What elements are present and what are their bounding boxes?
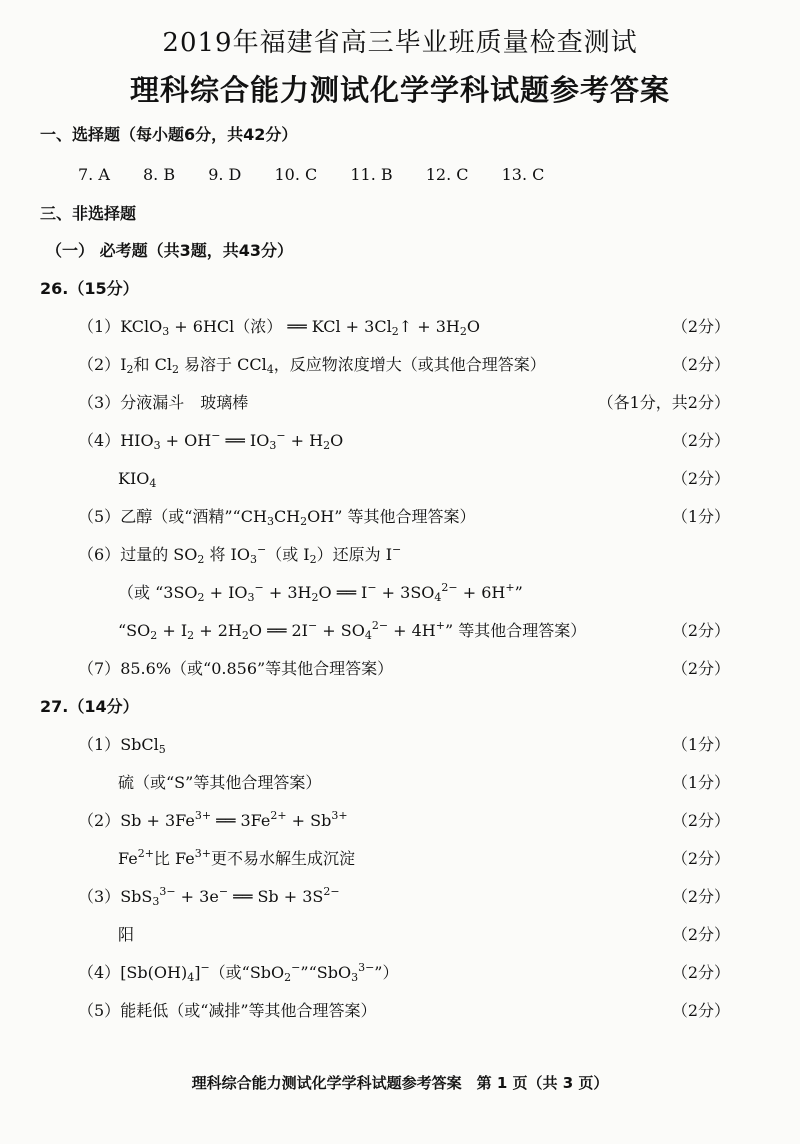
mc-answer: 11. B (350, 165, 393, 184)
mc-answers (78, 165, 572, 184)
q27-answer-2: $(2)Sb + 3Fe^{3+}$ ══ $3Fe^{2+} + Sb^{3+}$ (78, 809, 348, 830)
mc-answer: 8. B (143, 165, 176, 184)
q26-answer-1: （1）KClO$_3$ + 6HCl（浓） ══ KCl + $3Cl_2↑ + 3H_2O$ (78, 317, 480, 338)
q27-answer-2b: $Fe^{2+}$比 $Fe^{3+}$更不易水解生成沉淀 (118, 847, 355, 868)
q26-answer-3: （3）分液漏斗 玻璃棒 (78, 393, 249, 412)
q26-score-1: （2分） (671, 317, 730, 336)
mc-answer: 7. A (78, 165, 110, 184)
q26-score-5: （1分） (671, 507, 730, 526)
q26-answer-4b: $KIO_4$ (118, 469, 157, 490)
q27-score-2b: （2分） (671, 849, 730, 868)
q27-score-5: （2分） (671, 1001, 730, 1020)
q26-score-4: （2分） (671, 431, 730, 450)
q26-answer-6b: （或 “$3SO_2 + IO_3^- + 3H_2O$ ══ $I^- + 3SO_4^{2-} + 6H^+$” (118, 581, 523, 604)
mc-answer: 10. C (274, 165, 318, 184)
exam-title: 2019年福建省高三毕业班质量检查测试 (162, 28, 638, 58)
required-questions-heading: （一） 必考题（共3题，共43分） (46, 241, 293, 260)
q26-score-6: （2分） (671, 621, 730, 640)
q26-answer-6: （6）过量的 $SO_2$ 将 $IO_3^-$（或 $I_2$）还原为 I− (78, 543, 402, 566)
answer-key-title: 理科综合能力测试化学学科试题参考答案 (129, 73, 670, 107)
q27-score-1b: （1分） (671, 773, 730, 792)
q27-answer-1b: 硫（或“S”等其他合理答案） (118, 773, 322, 792)
q26-answer-7: （7）85.6%（或“0.856”等其他合理答案） (78, 659, 394, 678)
q26-score-4b: （2分） (671, 469, 730, 488)
q26-score-3: （各1分，共2分） (597, 393, 730, 412)
page-footer: 理科综合能力测试化学学科试题参考答案 第 1 页（共 3 页） (191, 1074, 609, 1092)
mc-answer: 13. C (501, 165, 545, 184)
q27-answer-4: $(4)[Sb(OH)_4]^-$（或“SbO$_2$−”“SbO$_3^{3-}$”） (78, 961, 399, 984)
q27-answer-5: （5）能耗低（或“减排”等其他合理答案） (78, 1001, 377, 1020)
q26-score-2: （2分） (671, 355, 730, 374)
q27-answer-3: （3）SbS$_3^{3-}$ + 3e− ══ $Sb + 3S^{2-}$ (78, 885, 340, 908)
q26-answer-2: $(2)I_2$和 $Cl_2$ 易溶于 CCl$_4$，反应物浓度增大（或其他合理答案） (78, 355, 546, 376)
q26-score-7: （2分） (671, 659, 730, 678)
q26-title: 26.（15分） (40, 279, 139, 298)
section3-heading: 三、非选择题 (40, 204, 137, 223)
section1-heading: 一、选择题（每小题6分，共42分） (40, 125, 298, 144)
mc-answer: 9. D (208, 165, 242, 184)
q27-answer-3b: 阳 (118, 925, 135, 944)
q27-score-1: （1分） (671, 735, 730, 754)
q26-answer-4: $(4)HIO_3 + OH^-$ ══ $IO_3^- + H_2O$ (78, 429, 344, 452)
q27-score-2: （2分） (671, 811, 730, 830)
q27-score-4: （2分） (671, 963, 730, 982)
mc-answer: 12. C (425, 165, 469, 184)
q27-score-3: （2分） (671, 887, 730, 906)
q27-answer-1: （1）SbCl$_5$ (78, 735, 166, 756)
q27-score-3b: （2分） (671, 925, 730, 944)
q26-answer-5: （5）乙醇（或“酒精$”“CH_3CH_2OH$” 等其他合理答案） (78, 507, 476, 528)
q27-title: 27.（14分） (40, 697, 139, 716)
q26-answer-6c: “$SO_2 + I_2 + 2H_2O$ ══ $2I^- + SO_4^{2-} + 4H^+$” 等其他合理答案） (118, 619, 587, 642)
